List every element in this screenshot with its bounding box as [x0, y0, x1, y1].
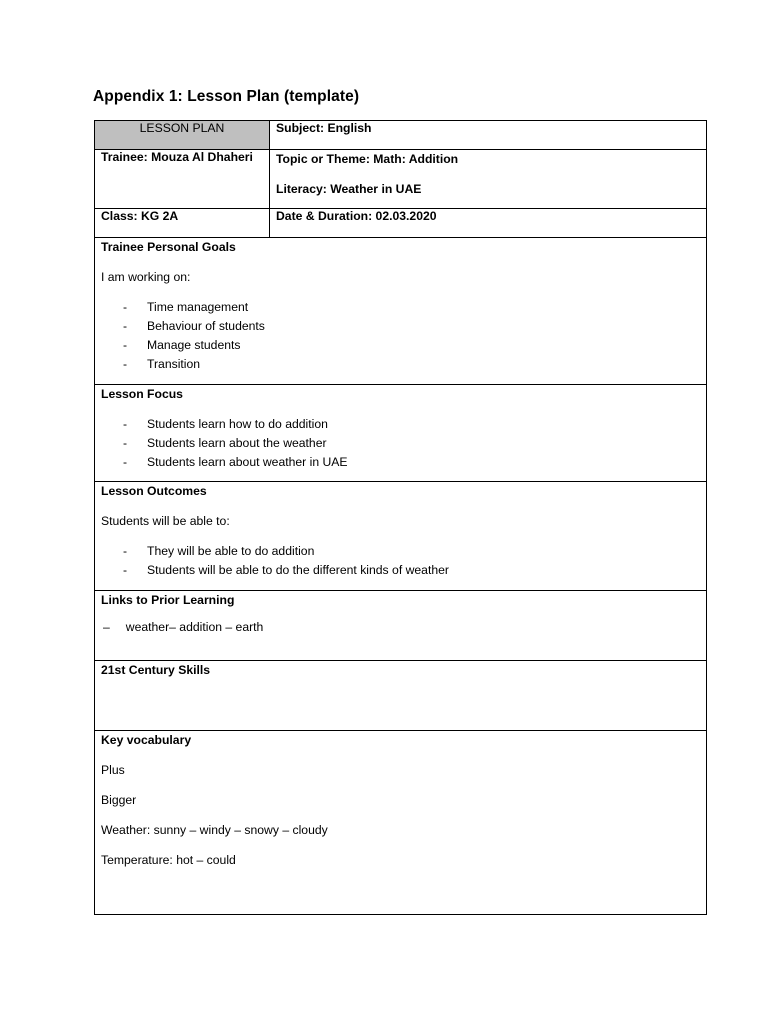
dash-bullet: - — [123, 417, 128, 431]
goals-intro: I am working on: — [101, 270, 191, 284]
list-item: - Students learn about weather in UAE — [123, 453, 700, 472]
date-cell — [270, 209, 707, 238]
date-text: Date & Duration: 02.03.2020 — [276, 209, 437, 223]
focus-heading: Lesson Focus — [101, 387, 183, 401]
dash-bullet: - — [123, 300, 128, 314]
list-item: - Time management — [123, 298, 700, 317]
dash-bullet: – — [103, 620, 110, 634]
outcomes-intro: Students will be able to: — [101, 514, 230, 528]
outcomes-list — [101, 542, 700, 580]
skills-heading: 21st Century Skills — [101, 663, 211, 677]
vocab-line: Bigger — [101, 793, 137, 807]
row-outcomes — [95, 482, 707, 591]
dash-bullet: - — [123, 319, 128, 333]
class-cell — [95, 209, 270, 238]
list-item: - Students learn how to do addition — [123, 415, 700, 434]
vocab-line: Plus — [101, 763, 125, 777]
vocab-line: Weather: sunny – windy – snowy – cloudy — [101, 823, 328, 837]
focus-list — [101, 415, 700, 472]
outcomes-heading: Lesson Outcomes — [101, 484, 207, 498]
prior-text: weather– addition – earth — [125, 620, 264, 634]
subject-text: Subject: English — [276, 121, 372, 135]
vocab-heading: Key vocabulary — [101, 733, 192, 747]
list-item: - Students will be able to do the different kinds of weather — [123, 561, 700, 580]
row-vocab — [95, 731, 707, 915]
list-item: - Transition — [123, 355, 700, 374]
row-subject — [95, 121, 707, 150]
prior-heading: Links to Prior Learning — [101, 593, 235, 607]
dash-bullet: - — [123, 357, 128, 371]
dash-bullet: - — [123, 436, 128, 450]
row-trainee — [95, 150, 707, 209]
list-item: - They will be able to do addition — [123, 542, 700, 561]
goals-cell — [95, 238, 707, 385]
row-class — [95, 209, 707, 238]
skills-cell — [95, 661, 707, 731]
trainee-text: Trainee: Mouza Al Dhaheri — [101, 150, 253, 164]
vocab-line: Temperature: hot – could — [101, 853, 236, 867]
list-item: - Students learn about the weather — [123, 434, 700, 453]
vocab-cell — [95, 731, 707, 915]
lesson-plan-label: LESSON PLAN — [139, 121, 225, 135]
row-skills — [95, 661, 707, 731]
dash-bullet: - — [123, 563, 128, 577]
goals-list — [101, 298, 700, 374]
literacy-text: Literacy: Weather in UAE — [276, 182, 422, 196]
topic-text: Topic or Theme: Math: Addition — [276, 152, 459, 166]
outcomes-cell — [95, 482, 707, 591]
focus-cell — [95, 385, 707, 482]
topic-cell — [270, 150, 707, 209]
dash-bullet: - — [123, 544, 128, 558]
dash-bullet: - — [123, 338, 128, 352]
lesson-plan-header-cell — [95, 121, 270, 150]
subject-cell — [270, 121, 707, 150]
list-item: - Behaviour of students — [123, 317, 700, 336]
row-prior — [95, 591, 707, 661]
list-item: - Manage students — [123, 336, 700, 355]
dash-bullet: - — [123, 455, 128, 469]
document-title: Appendix 1: Lesson Plan (template) — [93, 88, 360, 105]
row-focus — [95, 385, 707, 482]
lesson-plan-table — [94, 120, 707, 915]
goals-heading: Trainee Personal Goals — [101, 240, 236, 254]
class-text: Class: KG 2A — [101, 209, 179, 223]
trainee-cell — [95, 150, 270, 209]
row-goals — [95, 238, 707, 385]
prior-cell — [95, 591, 707, 661]
prior-line — [101, 618, 700, 637]
